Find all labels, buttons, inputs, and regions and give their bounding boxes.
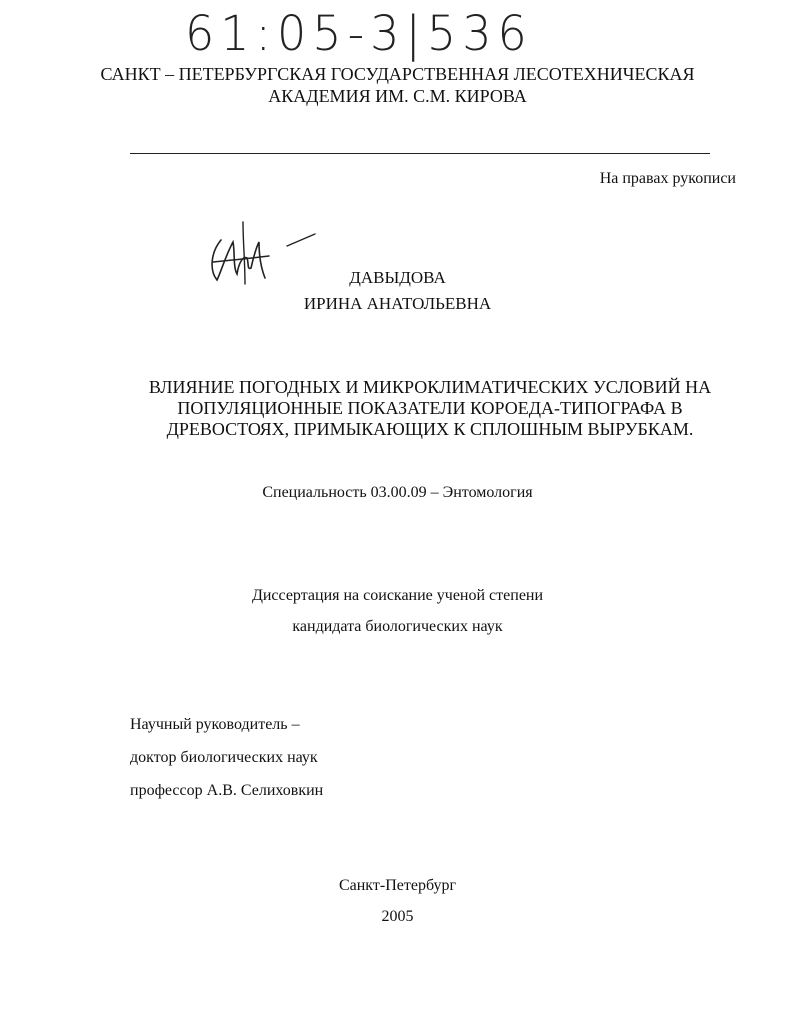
title-line-1: ВЛИЯНИЕ ПОГОДНЫХ И МИКРОКЛИМАТИЧЕСКИХ УСЛОВИЙ НА bbox=[148, 377, 712, 397]
year: 2005 bbox=[381, 908, 414, 925]
title-line-3: ДРЕВОСТОЯХ, ПРИМЫКАЮЩИХ К СПЛОШНЫМ ВЫРУБКАМ. bbox=[166, 419, 694, 439]
author-name: ИРИНА АНАТОЛЬЕВНА bbox=[303, 294, 492, 313]
academy-line-1: САНКТ – ПЕТЕРБУРГСКАЯ ГОСУДАРСТВЕННАЯ ЛЕСОТЕХНИЧЕСКАЯ bbox=[100, 64, 695, 84]
degree-statement bbox=[0, 580, 795, 642]
degree-line-2: кандидата биологических наук bbox=[292, 618, 503, 635]
handwritten-catalog-number: 61:05-3|536 bbox=[185, 4, 533, 62]
degree-line-1: Диссертация на соискание ученой степени bbox=[251, 587, 544, 604]
scientific-advisor bbox=[130, 708, 323, 807]
thesis-title bbox=[130, 377, 730, 440]
header-divider bbox=[130, 153, 710, 154]
advisor-line-3: профессор А.В. Селиховкин bbox=[130, 782, 324, 799]
advisor-line-1: Научный руководитель – bbox=[130, 716, 300, 733]
academy-name bbox=[0, 63, 795, 107]
author-surname: ДАВЫДОВА bbox=[349, 268, 446, 287]
advisor-line-2: доктор биологических наук bbox=[130, 749, 318, 766]
place-and-year bbox=[0, 870, 795, 932]
title-line-2: ПОПУЛЯЦИОННЫЕ ПОКАЗАТЕЛИ КОРОЕДА-ТИПОГРАФА В bbox=[177, 398, 683, 418]
academy-line-2: АКАДЕМИЯ ИМ. С.М. КИРОВА bbox=[268, 86, 527, 106]
author-block bbox=[0, 265, 795, 317]
city: Санкт-Петербург bbox=[338, 877, 457, 894]
rights-note: На правах рукописи bbox=[599, 170, 736, 187]
specialty: Специальность 03.00.09 – Энтомология bbox=[262, 484, 533, 501]
